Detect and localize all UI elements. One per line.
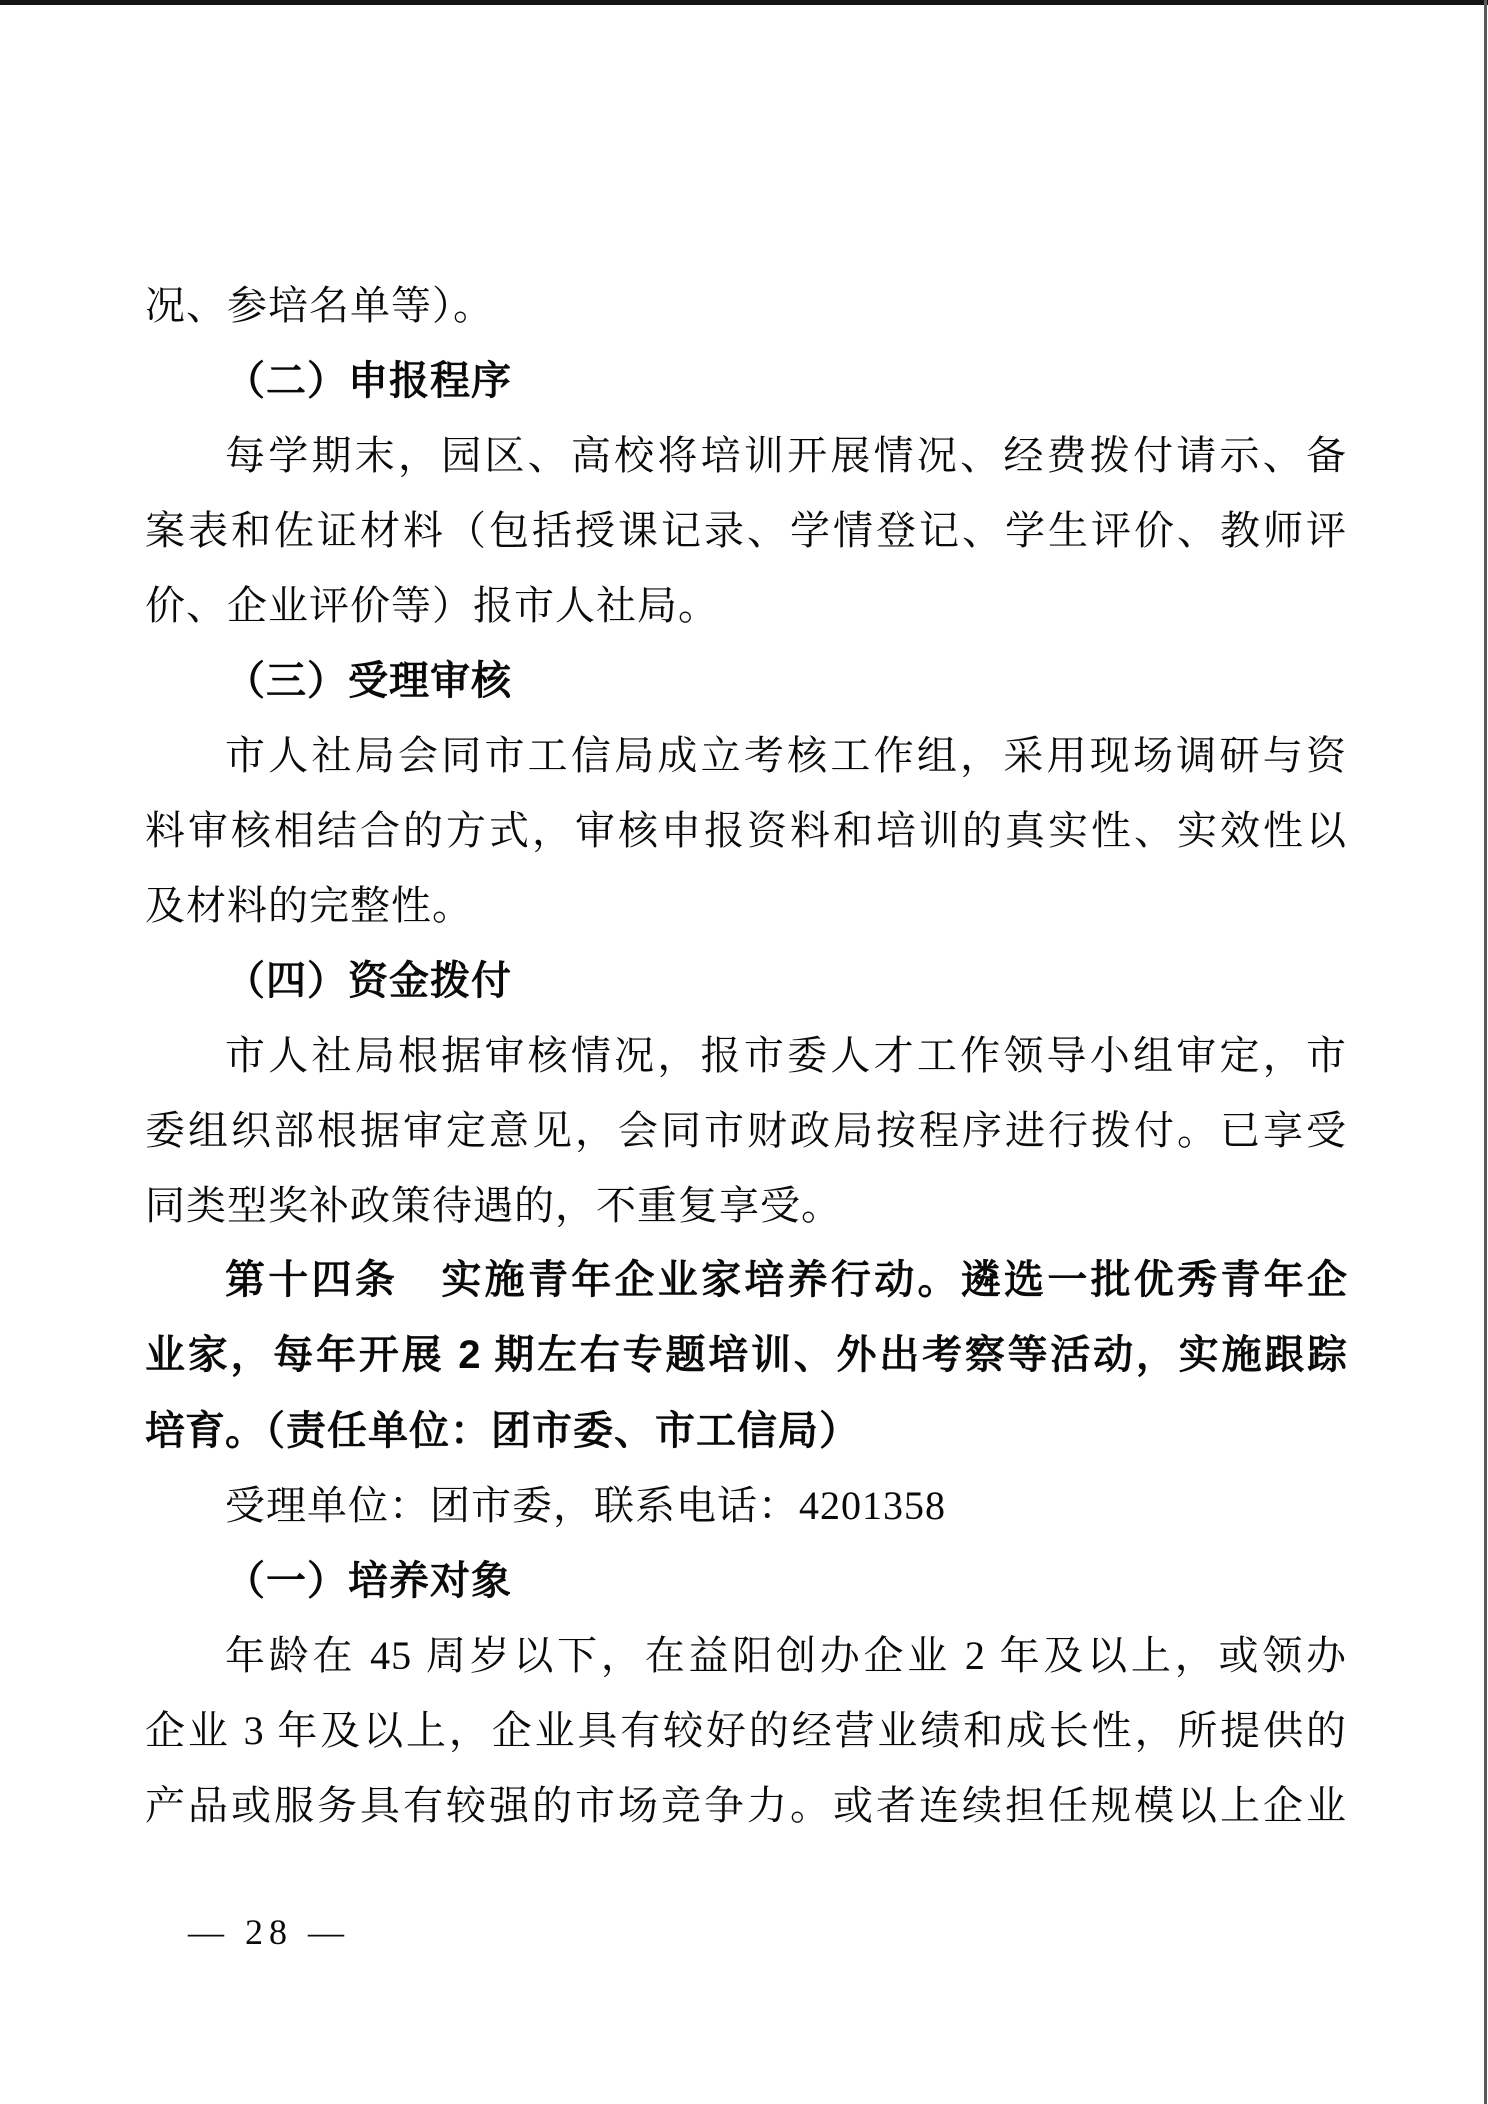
text-line: 及材料的完整性。 xyxy=(145,883,473,928)
article-14-heading-line: 第十四条 实施青年企业家培养行动。遴选一批优秀青年企 xyxy=(225,1258,1347,1302)
text-line: 每学期末，园区、高校将培训开展情况、经费拨付请示、备 xyxy=(225,433,1347,478)
page-number: — 28 — xyxy=(188,1912,350,1952)
text-line: 价、企业评价等）报市人社局。 xyxy=(145,583,719,628)
section-heading-1: （一）培养对象 xyxy=(225,1558,512,1603)
text-line: 市人社局根据审核情况，报市委人才工作领导小组审定，市 xyxy=(225,1033,1347,1078)
text-line: 企业 3 年及以上，企业具有较好的经营业绩和成长性，所提供的 xyxy=(145,1708,1347,1753)
text-line: 产品或服务具有较强的市场竞争力。或者连续担任规模以上企业 xyxy=(145,1783,1347,1828)
section-heading-3: （三）受理审核 xyxy=(225,658,512,703)
text-line: 料审核相结合的方式，审核申报资料和培训的真实性、实效性以 xyxy=(145,808,1347,853)
text-line: 年龄在 45 周岁以下，在益阳创办企业 2 年及以上，或领办 xyxy=(225,1633,1347,1678)
document-body xyxy=(145,268,1347,1843)
bold-lead-text: 培育。 xyxy=(145,1409,265,1453)
responsibility-unit-note: （责任单位：团市委、市工信局） xyxy=(265,1408,860,1453)
text-line: 况、参培名单等）。 xyxy=(145,283,494,328)
text-line: 市人社局会同市工信局成立考核工作组，采用现场调研与资 xyxy=(225,733,1347,778)
article-14-line: 业家，每年开展 2 期左右专题培训、外出考察等活动，实施跟踪 xyxy=(145,1333,1347,1377)
section-heading-2: （二）申报程序 xyxy=(225,358,512,403)
section-heading-4: （四）资金拨付 xyxy=(225,958,512,1003)
text-line: 委组织部根据审定意见，会同市财政局按程序进行拨付。已享受 xyxy=(145,1108,1347,1153)
article-14-responsibility-line xyxy=(145,1393,1347,1468)
text-line: 同类型奖补政策待遇的，不重复享受。 xyxy=(145,1183,842,1228)
accepting-unit-line: 受理单位：团市委，联系电话：4201358 xyxy=(225,1483,946,1528)
text-line: 案表和佐证材料（包括授课记录、学情登记、学生评价、教师评 xyxy=(145,508,1347,553)
scan-edge-top xyxy=(0,0,1488,5)
scan-edge-right xyxy=(1484,0,1487,2104)
